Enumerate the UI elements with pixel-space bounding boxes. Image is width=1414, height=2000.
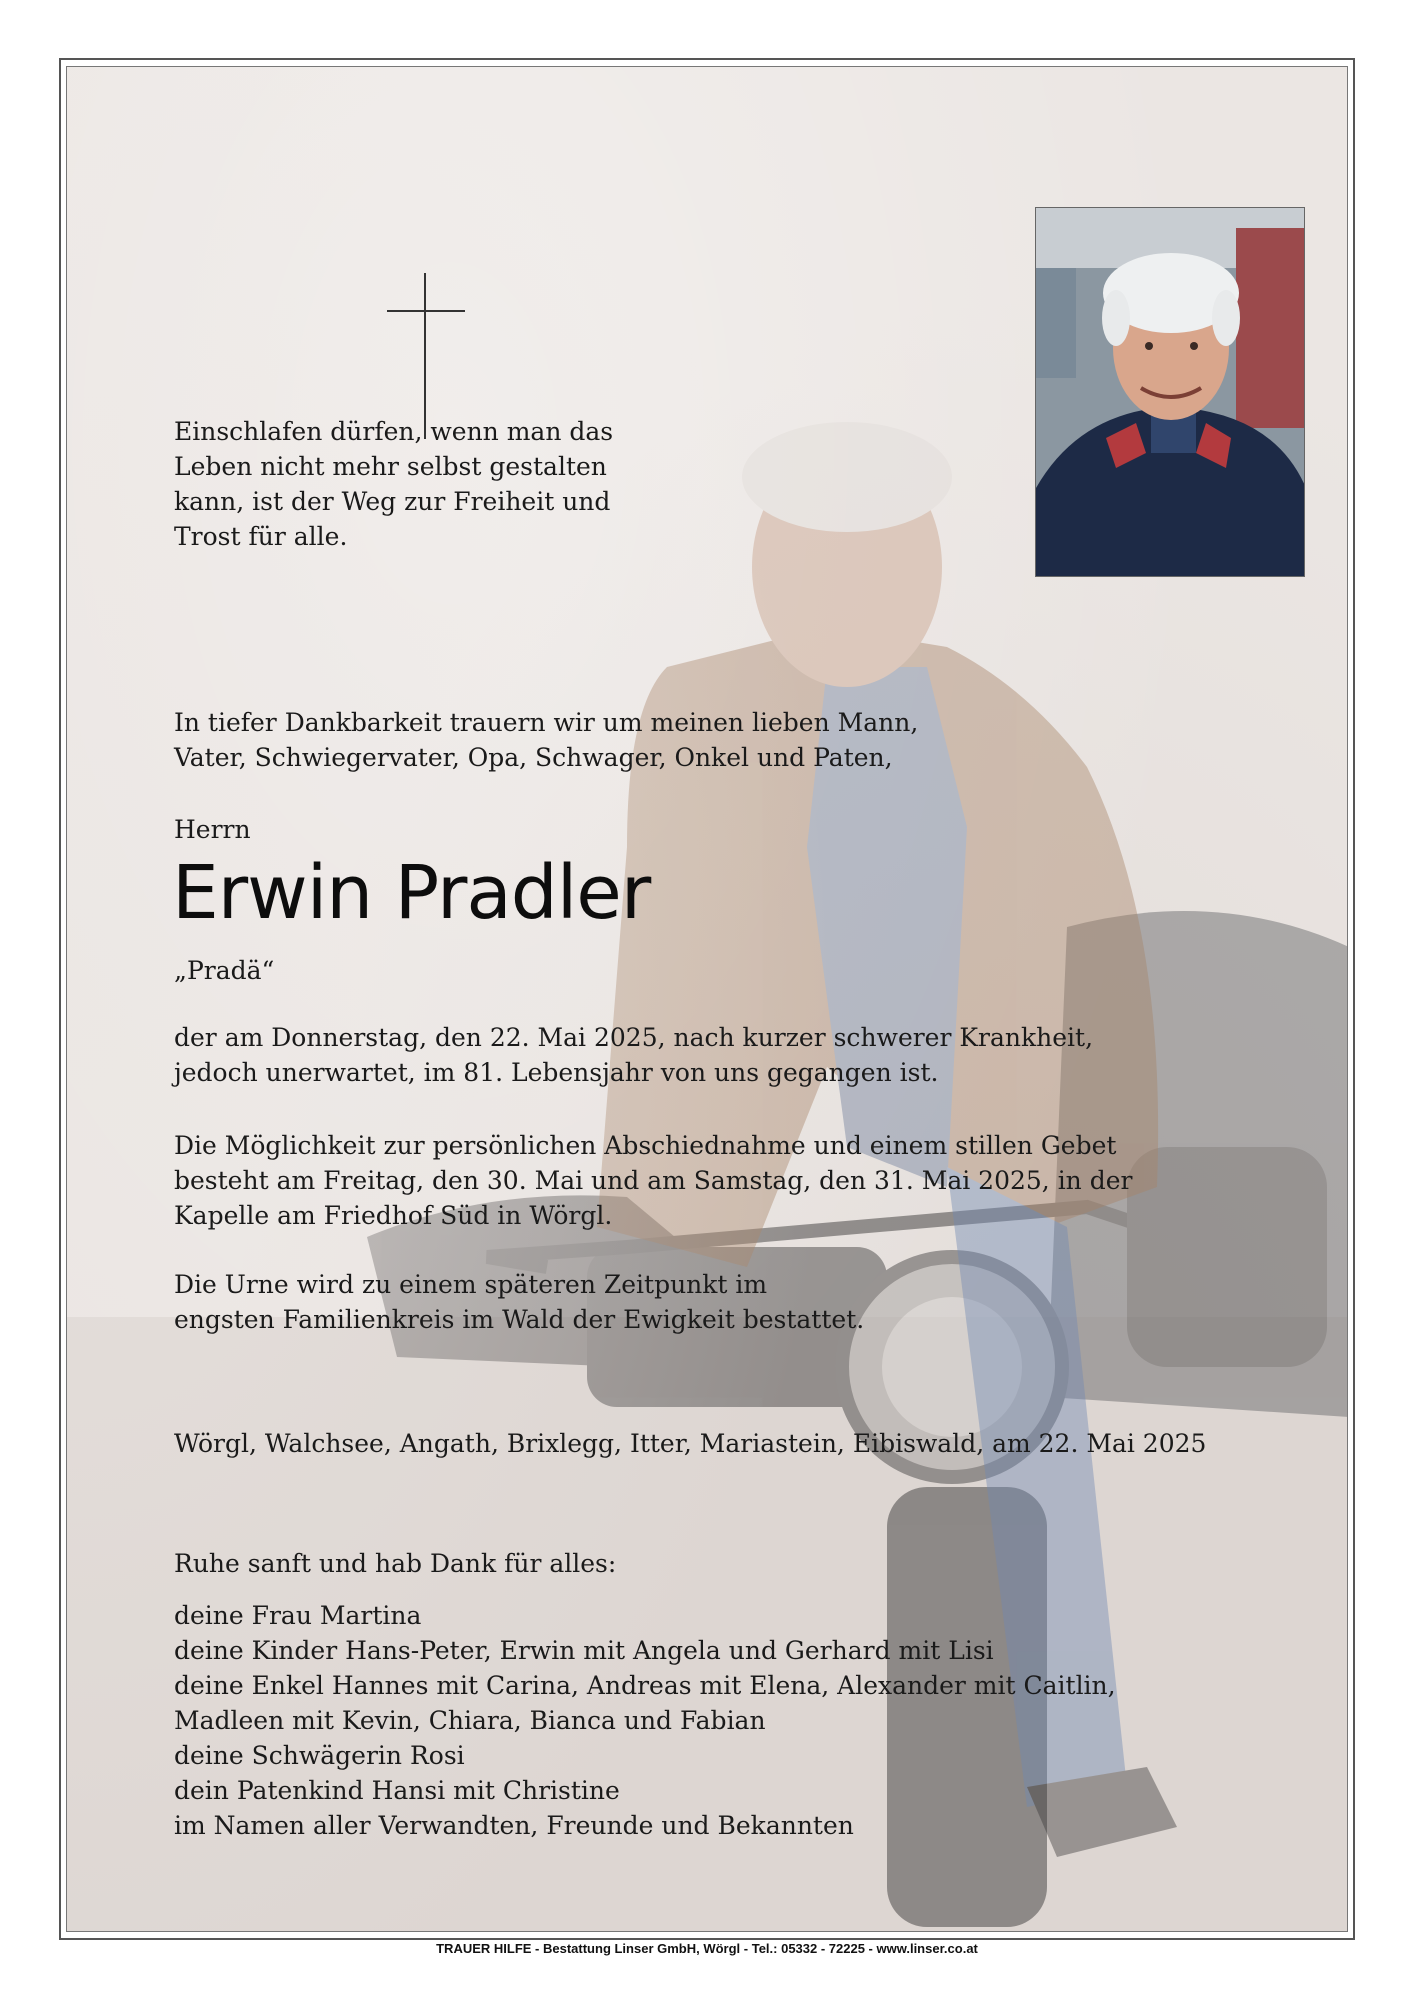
urn-line: engsten Familienkreis im Wald der Ewigkeit bestattet. [174,1305,865,1334]
deceased-name: Erwin Pradler [172,850,651,936]
family-line: Madleen mit Kevin, Chiara, Bianca und Fabian [174,1706,766,1735]
death-line: der am Donnerstag, den 22. Mai 2025, nach kurzer schwerer Krankheit, [174,1023,1094,1052]
salutation: Herrn [174,815,251,844]
urn-info [174,1267,864,1337]
verse-line: Einschlafen dürfen, wenn man das [174,417,614,446]
death-notice [174,1020,1093,1090]
portrait-photo [1035,207,1305,577]
urn-line: Die Urne wird zu einem späteren Zeitpunkt im [174,1270,768,1299]
verse-line: Leben nicht mehr selbst gestalten [174,452,607,481]
place-date: Wörgl, Walchsee, Angath, Brixlegg, Itter, Mariastein, Eibiswald, am 22. Mai 2025 [174,1429,1207,1458]
family-line: deine Schwägerin Rosi [174,1741,465,1770]
intro-text [174,705,918,775]
death-line: jedoch unerwartet, im 81. Lebensjahr von uns gegangen ist. [174,1058,939,1087]
farewell-line: Die Möglichkeit zur persönlichen Abschiednahme und einem stillen Gebet [174,1131,1117,1160]
family-line: dein Patenkind Hansi mit Christine [174,1776,620,1805]
family-list [174,1598,1116,1843]
family-line: deine Kinder Hans-Peter, Erwin mit Angela und Gerhard mit Lisi [174,1636,994,1665]
verse-line: kann, ist der Weg zur Freiheit und [174,487,611,516]
intro-line: In tiefer Dankbarkeit trauern wir um meinen lieben Mann, [174,708,919,737]
farewell-line: besteht am Freitag, den 30. Mai und am Samstag, den 31. Mai 2025, in der [174,1166,1133,1195]
footer-imprint: TRAUER HILFE - Bestattung Linser GmbH, Wörgl - Tel.: 05332 - 72225 - www.linser.co.at [436,1941,978,1956]
farewell-line: Kapelle am Friedhof Süd in Wörgl. [174,1201,613,1230]
intro-line: Vater, Schwiegervater, Opa, Schwager, Onkel und Paten, [174,743,893,772]
nickname: „Pradä“ [174,956,275,985]
family-line: deine Enkel Hannes mit Carina, Andreas mit Elena, Alexander mit Caitlin, [174,1671,1116,1700]
portrait-image [1036,208,1305,577]
memorial-verse [174,414,613,554]
farewell-info [174,1128,1132,1233]
family-line: deine Frau Martina [174,1601,422,1630]
thanks-line: Ruhe sanft und hab Dank für alles: [174,1549,617,1578]
family-line: im Namen aller Verwandten, Freunde und Bekannten [174,1811,854,1840]
verse-line: Trost für alle. [174,522,348,551]
